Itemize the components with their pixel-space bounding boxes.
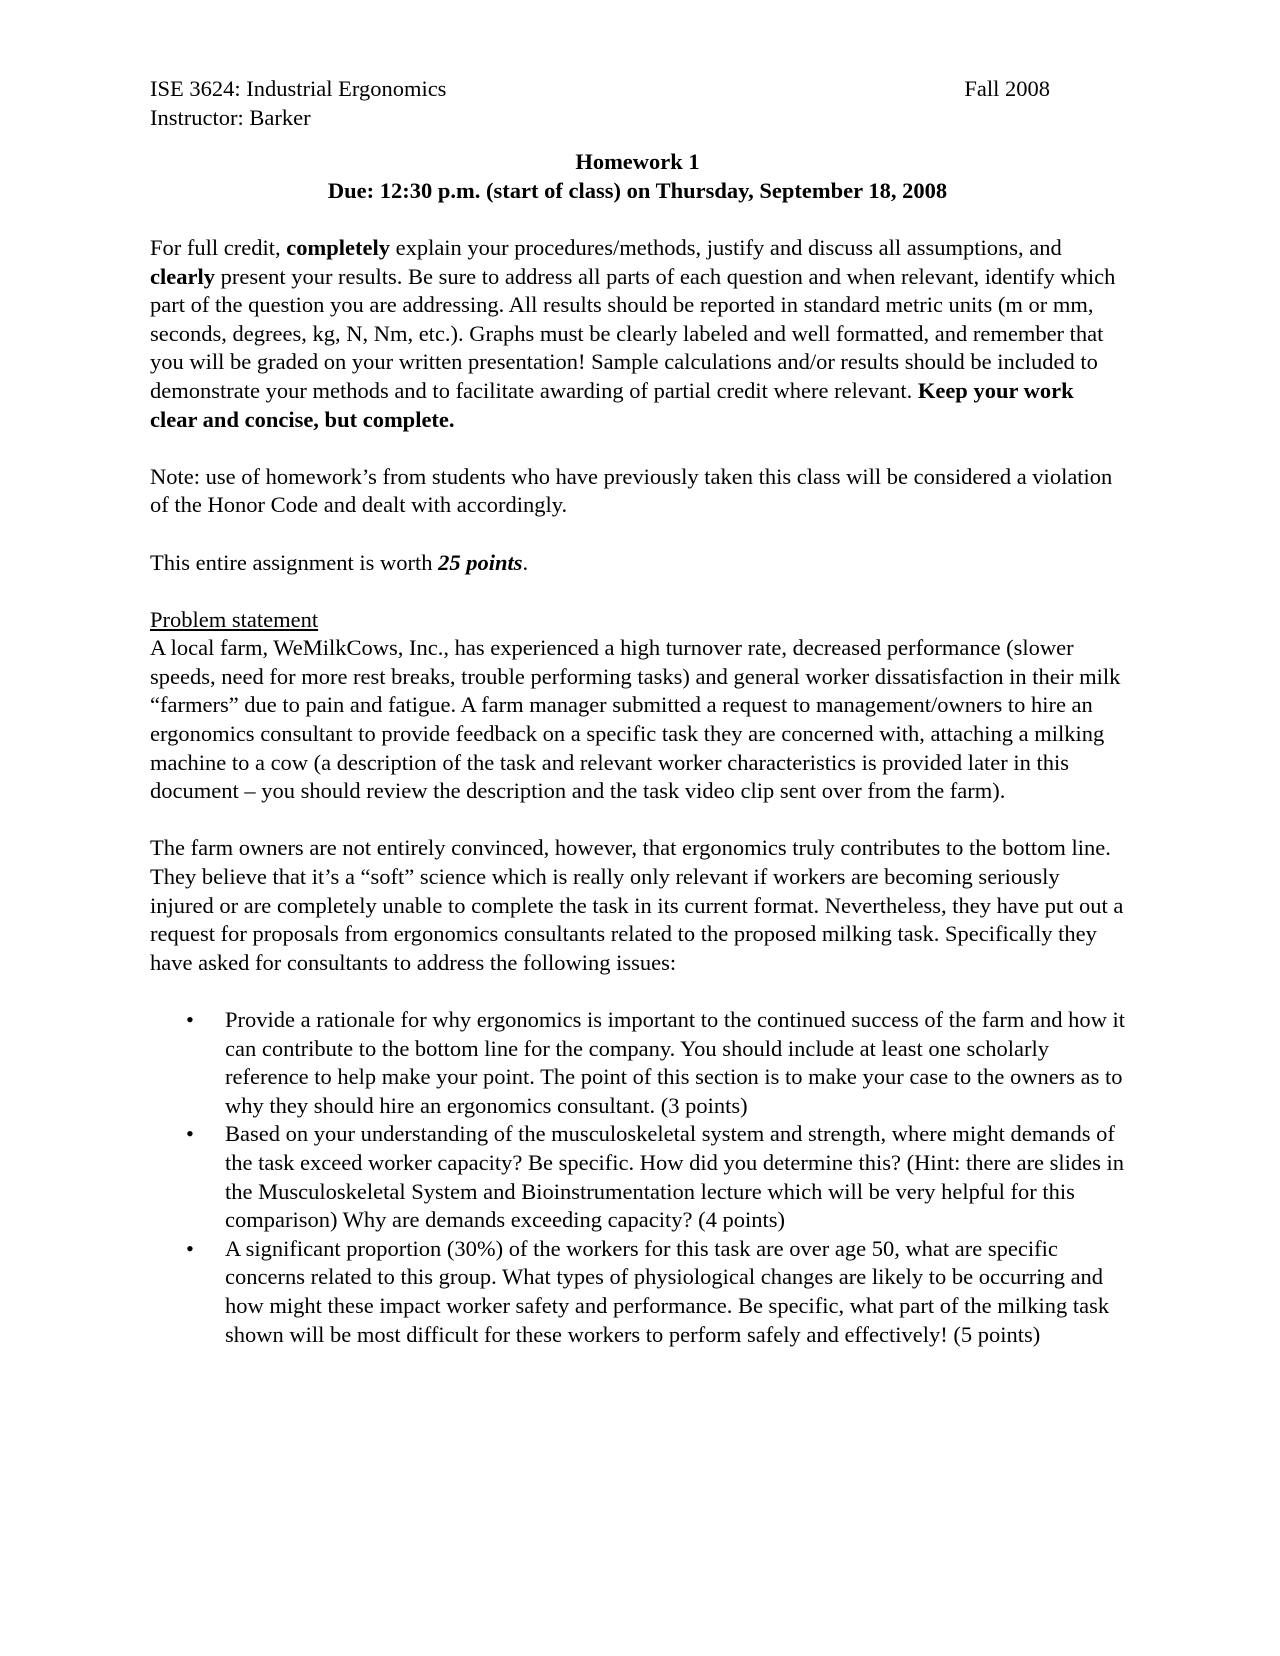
bullet-icon: • (186, 1235, 194, 1261)
issue-item-rationale (150, 1006, 1125, 1120)
bullet-icon: • (186, 1121, 194, 1147)
worth-prefix: This entire assignment is worth (150, 549, 439, 575)
honor-code-note: Note: use of homework’s from students who have previously taken this class will be considered a violation of the Honor Code and dealt with accordingly. (150, 463, 1113, 518)
problem-statement-heading: Problem statement (150, 606, 319, 632)
assignment-worth (150, 549, 1125, 578)
course-header (150, 75, 1050, 104)
issues-list (150, 1006, 1125, 1349)
issue-item-older-workers (150, 1235, 1125, 1349)
instructions-text-2: explain your procedures/methods, justify and discuss all assumptions, and (389, 234, 1062, 260)
worth-suffix: . (522, 549, 529, 575)
issue-text: Provide a rationale for why ergonomics is important to the continued success of the farm and how it can contribute to the bottom line for the company. You should include at least one scholarly reference to help make your point. The point of this section is to make your case to the owners as to why they should hire an ergonomics consultant. (3 points) (225, 1007, 1125, 1118)
document-page (150, 75, 1125, 1349)
due-date: Due: 12:30 p.m. (start of class) on Thursday, September 18, 2008 (327, 177, 948, 203)
issue-item-capacity (150, 1120, 1125, 1234)
instructions-text-3: present your results. Be sure to address all parts of each question and when relevant, identify which part of the question you are addressing. All results should be reported in standard metric units (m or mm, seconds, degrees, kg, N, Nm, etc.). Graphs must be clearly labeled and well formatted, and remember that you will be graded on your written presentation! Sample calculations and/or results should be included to demonstrate your methods and to facilitate awarding of partial credit where relevant. (150, 263, 1116, 403)
instructor-line: Instructor: Barker (150, 104, 311, 130)
instructions-paragraph (150, 234, 1125, 434)
instructions-emphasis-keep-work: Keep your work clear and concise, but complete. (150, 377, 1074, 432)
issue-text: A significant proportion (30%) of the workers for this task are over age 50, what are specific concerns related to this group. What types of physiological changes are likely to be occurring and how might these impact worker safety and performance. Be specific, what part of the milking task shown will be most difficult for these workers to perform safely and effectively! (5 points) (225, 1235, 1110, 1347)
problem-paragraph-2: The farm owners are not entirely convinced, however, that ergonomics truly contributes to the bottom line. They believe that it’s a “soft” science which is really only relevant if workers are becoming seriously injured or are completely unable to complete the task in its current format. Nevertheless, they have put out a request for proposals from ergonomics consultants related to the proposed milking task. Specifically they have asked for consultants to address the following issues: (150, 835, 1124, 975)
bullet-icon: • (186, 1007, 194, 1032)
worth-points: 25 points (438, 549, 523, 575)
instructions-emphasis-clearly: clearly (150, 263, 215, 289)
homework-title: Homework 1 (575, 149, 700, 175)
term-label: Fall 2008 (964, 76, 1050, 101)
course-title: ISE 3624: Industrial Ergonomics (150, 76, 447, 101)
instructions-emphasis-completely: completely (286, 234, 390, 260)
instructions-text-1: For full credit, (150, 234, 287, 260)
problem-paragraph-1: A local farm, WeMilkCows, Inc., has experienced a high turnover rate, decreased performance (slower speeds, need for more rest breaks, trouble performing tasks) and general worker dissatisfaction in their milk “farmers” due to pain and fatigue. A farm manager submitted a request to management/owners to hire an ergonomics consultant to provide feedback on a specific task they are concerned with, attaching a milking machine to a cow (a description of the task and relevant worker characteristics is provided later in this document – you should review the description and the task video clip sent over from the farm). (150, 635, 1121, 804)
issue-text: Based on your understanding of the musculoskeletal system and strength, where might demands of the task exceed worker capacity? Be specific. How did you determine this? (Hint: there are slides in the Musculoskeletal System and Bioinstrumentation lecture which will be very helpful for this comparison) Why are demands exceeding capacity? (4 points) (225, 1121, 1125, 1233)
